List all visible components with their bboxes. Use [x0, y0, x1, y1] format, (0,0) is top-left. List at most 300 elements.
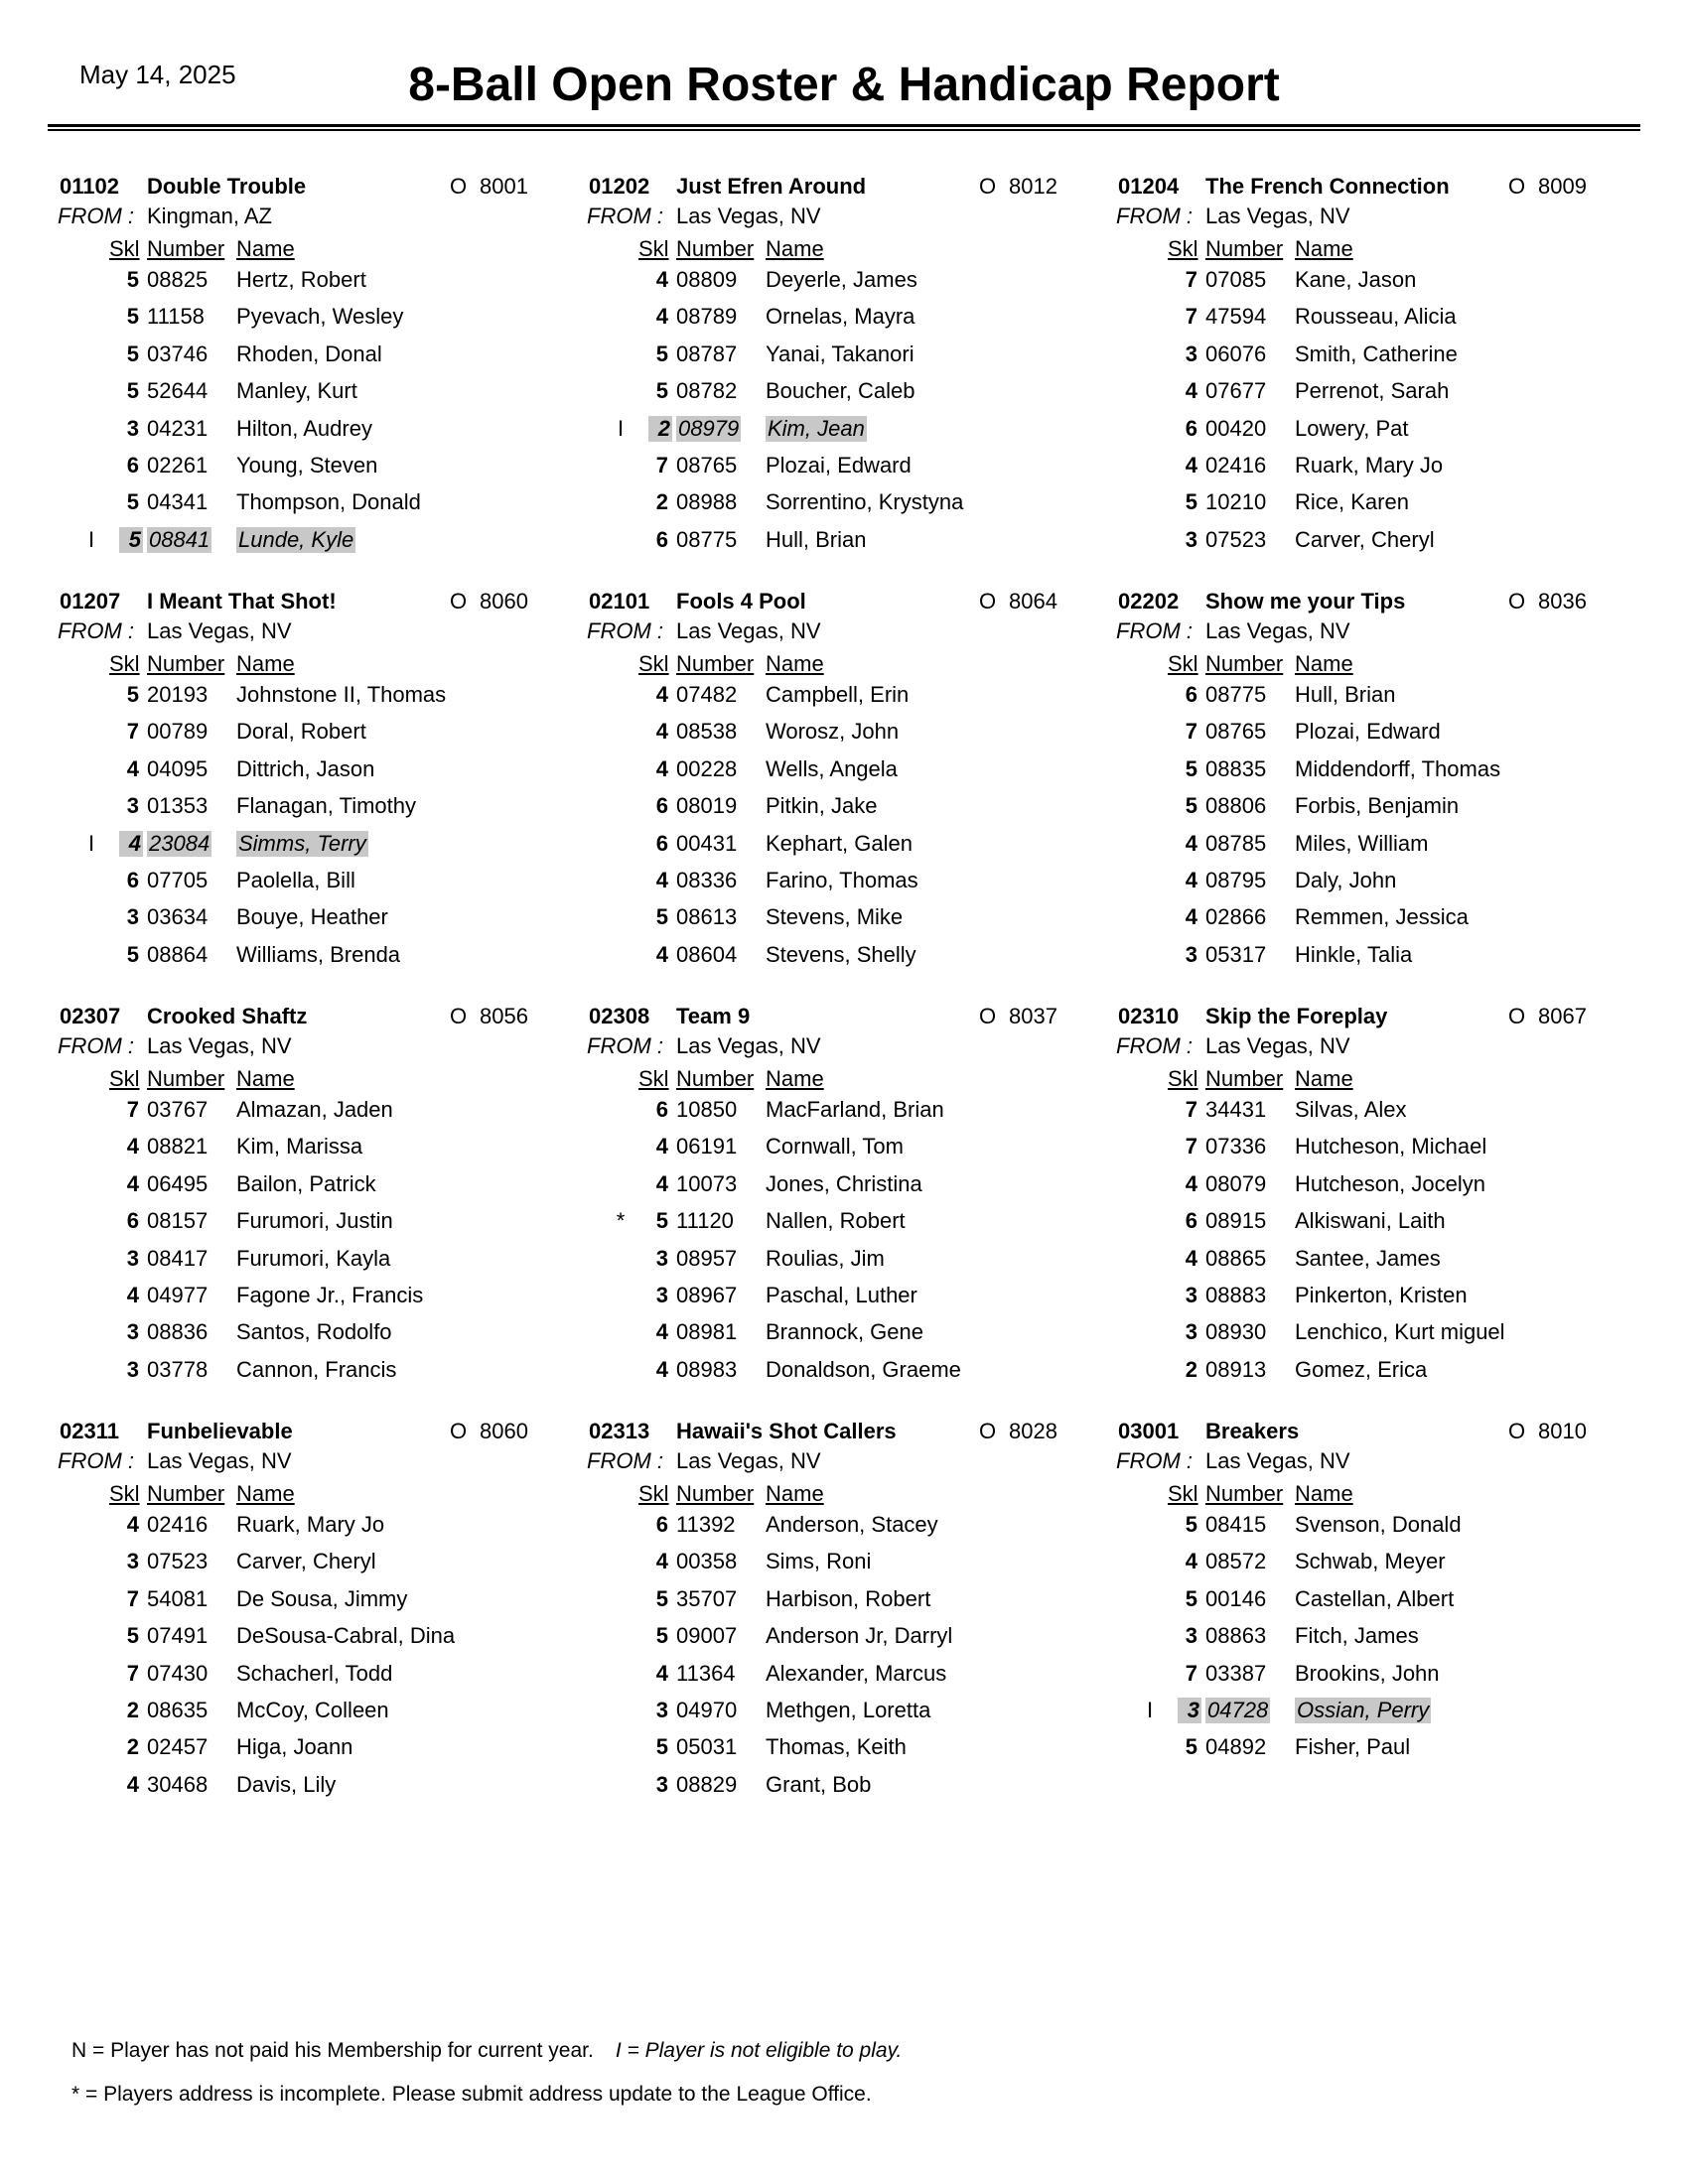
name-column-header: Name [236, 651, 295, 676]
from-label: FROM : [1116, 1033, 1193, 1058]
player-row [58, 1319, 574, 1356]
number-column-header: Number [147, 1481, 225, 1506]
player-skill: 4 [1185, 867, 1197, 892]
player-skill: 4 [655, 755, 668, 781]
skill-column-header: Skl [638, 236, 669, 261]
format-circle-icon: O [1508, 589, 1526, 614]
team-code: 8009 [1538, 174, 1587, 199]
player-row [1116, 1734, 1632, 1771]
player-skill: 6 [655, 1097, 668, 1122]
from-label: FROM : [587, 1033, 663, 1058]
player-name: Fitch, James [1295, 1623, 1419, 1649]
name-column-header: Name [1295, 1066, 1353, 1091]
player-name: Santos, Rodolfo [236, 1319, 392, 1345]
player-skill: 6 [126, 867, 139, 892]
player-name: Young, Steven [236, 452, 378, 478]
from-line [58, 618, 574, 651]
player-row [58, 1586, 574, 1623]
format-circle-icon: O [979, 589, 997, 614]
team-block [1116, 1419, 1632, 1816]
player-skill: 3 [1185, 341, 1197, 366]
player-skill: 3 [126, 1356, 139, 1382]
player-skill: 7 [1185, 1097, 1197, 1122]
player-name: Roulias, Jim [766, 1245, 885, 1271]
player-name: Ruark, Mary Jo [1295, 452, 1444, 478]
team-block [587, 174, 1103, 571]
player-row [587, 793, 1103, 830]
teams-grid [58, 174, 1656, 1822]
player-skill: 2 [655, 489, 668, 515]
team-number: 02310 [1118, 1004, 1180, 1028]
player-number: 54081 [147, 1585, 209, 1611]
player-name: Pinkerton, Kristen [1295, 1282, 1468, 1307]
player-row [587, 267, 1103, 304]
player-number: 02457 [147, 1734, 209, 1760]
team-number: 01202 [589, 174, 650, 199]
number-column-header: Number [676, 1481, 755, 1506]
player-row [1116, 904, 1632, 941]
player-row [1116, 1623, 1632, 1660]
player-number: 08157 [147, 1208, 209, 1234]
player-number: 10850 [676, 1097, 738, 1122]
player-name: Bailon, Patrick [236, 1170, 376, 1196]
team-block [587, 589, 1103, 986]
player-number: 00420 [1205, 415, 1267, 441]
player-skill: 5 [126, 378, 139, 404]
name-column-header: Name [236, 1066, 295, 1091]
column-headers [58, 1481, 574, 1512]
column-headers [587, 1066, 1103, 1097]
player-row [587, 756, 1103, 793]
player-name: MacFarland, Brian [766, 1097, 944, 1122]
team-header [1116, 589, 1632, 618]
team-number: 01102 [60, 174, 119, 199]
player-row [587, 1357, 1103, 1394]
format-circle-icon: O [979, 174, 997, 199]
player-number: 03634 [147, 904, 209, 930]
number-column-header: Number [147, 236, 225, 261]
player-number: 08864 [147, 941, 209, 967]
player-name: DeSousa-Cabral, Dina [236, 1623, 456, 1649]
team-block [58, 1419, 574, 1816]
player-skill: 5 [655, 341, 668, 366]
player-skill: 3 [1178, 1698, 1201, 1723]
player-row [1116, 682, 1632, 719]
skill-column-header: Skl [109, 651, 140, 676]
player-number: 08841 [149, 526, 211, 552]
team-code: 8010 [1538, 1419, 1587, 1443]
team-name: Double Trouble [147, 174, 307, 199]
player-number: 08417 [147, 1245, 209, 1271]
player-number: 09007 [676, 1623, 738, 1649]
player-skill: 6 [1185, 682, 1197, 707]
from-line [1116, 1448, 1632, 1481]
player-name: Ornelas, Mayra [766, 304, 915, 330]
player-number: 04970 [676, 1697, 738, 1722]
player-skill: 3 [126, 793, 139, 819]
player-name: Santee, James [1295, 1245, 1441, 1271]
player-number: 08785 [1205, 830, 1267, 856]
player-number: 03767 [147, 1097, 209, 1122]
player-name: Worosz, John [766, 719, 900, 745]
player-number: 00358 [676, 1549, 738, 1574]
player-name: Nallen, Robert [766, 1208, 906, 1234]
player-row [587, 489, 1103, 526]
legend-star-note: * = Players address is incomplete. Please submit address update to the League Office. [71, 2083, 872, 2106]
player-row [58, 1283, 574, 1319]
report-date: May 14, 2025 [79, 60, 236, 89]
player-name: Smith, Catherine [1295, 341, 1458, 366]
player-name: Stevens, Shelly [766, 941, 916, 967]
player-name: Doral, Robert [236, 719, 366, 745]
player-number: 08775 [676, 526, 738, 552]
player-row [1116, 719, 1632, 755]
player-number: 08957 [676, 1245, 738, 1271]
team-name: The French Connection [1205, 174, 1450, 199]
player-skill: 6 [126, 1208, 139, 1234]
skill-column-header: Skl [1168, 651, 1198, 676]
player-row [1116, 1246, 1632, 1283]
team-number: 02307 [60, 1004, 121, 1028]
player-skill: 5 [655, 378, 668, 404]
player-skill: 2 [1185, 1356, 1197, 1382]
player-skill: 4 [655, 1356, 668, 1382]
player-name: Pitkin, Jake [766, 793, 878, 819]
from-line [1116, 1033, 1632, 1066]
skill-column-header: Skl [1168, 1481, 1198, 1506]
player-name: Gomez, Erica [1295, 1356, 1428, 1382]
player-row [587, 1661, 1103, 1698]
from-label: FROM : [1116, 1448, 1193, 1473]
format-circle-icon: O [979, 1419, 997, 1443]
team-number: 02311 [60, 1419, 119, 1443]
team-header [58, 174, 574, 204]
team-block [587, 1419, 1103, 1816]
player-row [58, 1097, 574, 1134]
player-name: Miles, William [1295, 830, 1429, 856]
player-row [1116, 378, 1632, 415]
player-name: Paolella, Bill [236, 867, 355, 892]
player-skill: 5 [655, 1208, 668, 1234]
player-name: Almazan, Jaden [236, 1097, 393, 1122]
player-name: Boucher, Caleb [766, 378, 915, 404]
player-number: 04095 [147, 755, 209, 781]
player-row [1116, 489, 1632, 526]
skill-column-header: Skl [109, 236, 140, 261]
player-row [1116, 756, 1632, 793]
player-row [1116, 831, 1632, 868]
player-skill: 5 [655, 1734, 668, 1760]
format-circle-icon: O [450, 174, 468, 199]
player-number: 05317 [1205, 941, 1267, 967]
team-name: Breakers [1205, 1419, 1300, 1443]
player-skill: 5 [126, 941, 139, 967]
player-name: Furumori, Kayla [236, 1245, 391, 1271]
player-name: Kim, Jean [768, 415, 865, 441]
player-skill: 7 [1185, 304, 1197, 330]
player-name: Pyevach, Wesley [236, 304, 404, 330]
player-number: 08613 [676, 904, 738, 930]
player-name: Hull, Brian [766, 526, 867, 552]
player-skill: 5 [126, 1623, 139, 1649]
player-row [58, 267, 574, 304]
player-skill: 5 [1185, 755, 1197, 781]
player-row [1116, 868, 1632, 904]
player-row [58, 378, 574, 415]
player-number: 08019 [676, 793, 738, 819]
player-name: Harbison, Robert [766, 1585, 931, 1611]
team-block [58, 1004, 574, 1401]
team-code: 8060 [480, 589, 528, 614]
player-row [1116, 453, 1632, 489]
player-skill: 7 [126, 1660, 139, 1686]
team-number: 02308 [589, 1004, 650, 1028]
player-skill: 4 [655, 719, 668, 745]
format-circle-icon: O [1508, 174, 1526, 199]
player-row [58, 1357, 574, 1394]
player-name: Kephart, Galen [766, 830, 913, 856]
player-name: De Sousa, Jimmy [236, 1585, 408, 1611]
player-row [58, 1623, 574, 1660]
player-name: Carver, Cheryl [236, 1549, 376, 1574]
player-number: 00789 [147, 719, 209, 745]
player-number: 08765 [1205, 719, 1267, 745]
player-row [587, 1097, 1103, 1134]
number-column-header: Number [1205, 1481, 1284, 1506]
player-skill: 4 [1185, 1245, 1197, 1271]
skill-column-header: Skl [638, 651, 669, 676]
player-name: Thomas, Keith [766, 1734, 907, 1760]
player-name: Middendorff, Thomas [1295, 755, 1501, 781]
player-skill: 4 [655, 1660, 668, 1686]
player-row [58, 1171, 574, 1208]
team-header [587, 589, 1103, 618]
column-headers [1116, 651, 1632, 682]
from-line [587, 204, 1103, 236]
skill-column-header: Skl [109, 1066, 140, 1091]
player-skill: 5 [1185, 1734, 1197, 1760]
player-row [58, 942, 574, 979]
player-name: Higa, Joann [236, 1734, 353, 1760]
player-name: Lunde, Kyle [238, 526, 354, 552]
player-row [1116, 1208, 1632, 1245]
player-number: 04728 [1207, 1697, 1269, 1722]
player-skill: 7 [126, 1585, 139, 1611]
from-city: Kingman, AZ [147, 204, 272, 228]
team-name: Show me your Tips [1205, 589, 1406, 614]
player-number: 08979 [678, 415, 740, 441]
player-skill: 6 [655, 793, 668, 819]
player-number: 08930 [1205, 1319, 1267, 1345]
player-number: 30468 [147, 1771, 209, 1797]
player-number: 08572 [1205, 1549, 1267, 1574]
player-skill: 7 [126, 719, 139, 745]
from-line [58, 1033, 574, 1066]
from-label: FROM : [58, 1033, 134, 1058]
from-city: Las Vegas, NV [676, 1033, 821, 1058]
player-number: 07705 [147, 867, 209, 892]
player-number: 06191 [676, 1134, 738, 1160]
player-number: 11364 [676, 1660, 736, 1686]
number-column-header: Number [1205, 651, 1284, 676]
player-skill: 5 [1185, 793, 1197, 819]
team-name: I Meant That Shot! [147, 589, 337, 614]
player-number: 07491 [147, 1623, 209, 1649]
player-skill: 6 [655, 1512, 668, 1537]
player-name: Plozai, Edward [1295, 719, 1441, 745]
player-row [1116, 1357, 1632, 1394]
player-skill: 6 [655, 830, 668, 856]
skill-column-header: Skl [638, 1066, 669, 1091]
player-row [1116, 341, 1632, 378]
player-row [1116, 1698, 1632, 1734]
player-name: Jones, Christina [766, 1170, 922, 1196]
player-number: 08981 [676, 1319, 738, 1345]
player-name: Hutcheson, Jocelyn [1295, 1170, 1485, 1196]
player-number: 08967 [676, 1282, 738, 1307]
player-number: 08915 [1205, 1208, 1267, 1234]
team-code: 8037 [1009, 1004, 1057, 1028]
format-circle-icon: O [979, 1004, 997, 1028]
team-header [58, 1004, 574, 1033]
player-row [58, 868, 574, 904]
player-skill: 3 [126, 415, 139, 441]
team-block [58, 174, 574, 571]
format-circle-icon: O [450, 1419, 468, 1443]
player-name: Stevens, Mike [766, 904, 904, 930]
team-number: 02202 [1118, 589, 1180, 614]
player-row [58, 756, 574, 793]
report-title: 8-Ball Open Roster & Handicap Report [408, 59, 1280, 111]
player-skill: 4 [1185, 1170, 1197, 1196]
player-number: 08809 [676, 267, 738, 292]
player-row [587, 304, 1103, 341]
player-row [587, 1319, 1103, 1356]
player-name: Davis, Lily [236, 1771, 337, 1797]
name-column-header: Name [766, 1066, 824, 1091]
team-header [1116, 174, 1632, 204]
player-row [58, 453, 574, 489]
player-skill: 4 [1185, 1549, 1197, 1574]
player-skill: 3 [126, 1319, 139, 1345]
player-name: Williams, Brenda [236, 941, 401, 967]
number-column-header: Number [1205, 1066, 1284, 1091]
player-skill: 3 [1185, 1319, 1197, 1345]
player-name: Dittrich, Jason [236, 755, 375, 781]
legend-i-note: I = Player is not eligible to play. [615, 2039, 903, 2062]
from-label: FROM : [587, 618, 663, 643]
player-number: 08821 [147, 1134, 209, 1160]
player-row [587, 1246, 1103, 1283]
player-skill: 2 [648, 416, 672, 442]
player-number: 11120 [676, 1208, 734, 1234]
player-name: Castellan, Albert [1295, 1585, 1455, 1611]
from-line [587, 1033, 1103, 1066]
player-skill: 5 [126, 267, 139, 292]
player-row [1116, 1134, 1632, 1170]
player-flag: I [87, 830, 95, 856]
name-column-header: Name [236, 1481, 295, 1506]
player-number: 08988 [676, 489, 738, 515]
skill-column-header: Skl [1168, 236, 1198, 261]
from-label: FROM : [1116, 618, 1193, 643]
player-name: Wells, Angela [766, 755, 898, 781]
player-number: 02866 [1205, 904, 1267, 930]
from-city: Las Vegas, NV [676, 204, 821, 228]
team-code: 8060 [480, 1419, 528, 1443]
player-skill: 7 [655, 452, 668, 478]
player-skill: 3 [655, 1771, 668, 1797]
player-number: 35707 [676, 1585, 738, 1611]
player-skill: 4 [119, 831, 143, 857]
from-label: FROM : [587, 1448, 663, 1473]
name-column-header: Name [1295, 1481, 1353, 1506]
player-number: 04341 [147, 489, 209, 515]
player-name: Anderson, Stacey [766, 1512, 938, 1537]
team-name: Fools 4 Pool [676, 589, 806, 614]
player-name: Hinkle, Talia [1295, 941, 1413, 967]
skill-column-header: Skl [109, 1481, 140, 1506]
player-number: 08835 [1205, 755, 1267, 781]
team-number: 01207 [60, 589, 121, 614]
player-number: 03746 [147, 341, 209, 366]
player-skill: 5 [126, 304, 139, 330]
player-name: Simms, Terry [238, 830, 366, 856]
player-row [587, 341, 1103, 378]
from-line [58, 1448, 574, 1481]
player-row [587, 1698, 1103, 1734]
column-headers [1116, 236, 1632, 267]
team-name: Funbelievable [147, 1419, 293, 1443]
format-circle-icon: O [1508, 1419, 1526, 1443]
player-name: Alexander, Marcus [766, 1660, 947, 1686]
player-skill: 4 [126, 1282, 139, 1307]
team-name: Hawaii's Shot Callers [676, 1419, 897, 1443]
player-row [587, 1772, 1103, 1809]
player-row [1116, 1512, 1632, 1549]
player-row [1116, 1171, 1632, 1208]
team-code: 8012 [1009, 174, 1057, 199]
team-header [587, 1419, 1103, 1448]
player-name: McCoy, Colleen [236, 1697, 389, 1722]
team-block [1116, 174, 1632, 571]
player-name: Deyerle, James [766, 267, 917, 292]
player-number: 11158 [147, 304, 205, 330]
player-name: Forbis, Benjamin [1295, 793, 1460, 819]
player-skill: 5 [119, 527, 143, 553]
team-header [58, 589, 574, 618]
player-number: 10073 [676, 1170, 738, 1196]
from-label: FROM : [587, 204, 663, 228]
player-row [58, 416, 574, 453]
player-name: Flanagan, Timothy [236, 793, 416, 819]
name-column-header: Name [1295, 651, 1353, 676]
player-number: 08775 [1205, 682, 1267, 707]
from-line [1116, 204, 1632, 236]
player-flag: I [617, 415, 625, 441]
player-number: 06495 [147, 1170, 209, 1196]
player-flag: I [87, 526, 95, 552]
player-number: 07085 [1205, 267, 1267, 292]
player-row [58, 831, 574, 868]
player-number: 04977 [147, 1282, 209, 1307]
player-name: Anderson Jr, Darryl [766, 1623, 953, 1649]
player-skill: 5 [655, 1585, 668, 1611]
player-row [1116, 942, 1632, 979]
player-skill: 7 [1185, 1660, 1197, 1686]
player-number: 08865 [1205, 1245, 1267, 1271]
player-row [587, 1283, 1103, 1319]
